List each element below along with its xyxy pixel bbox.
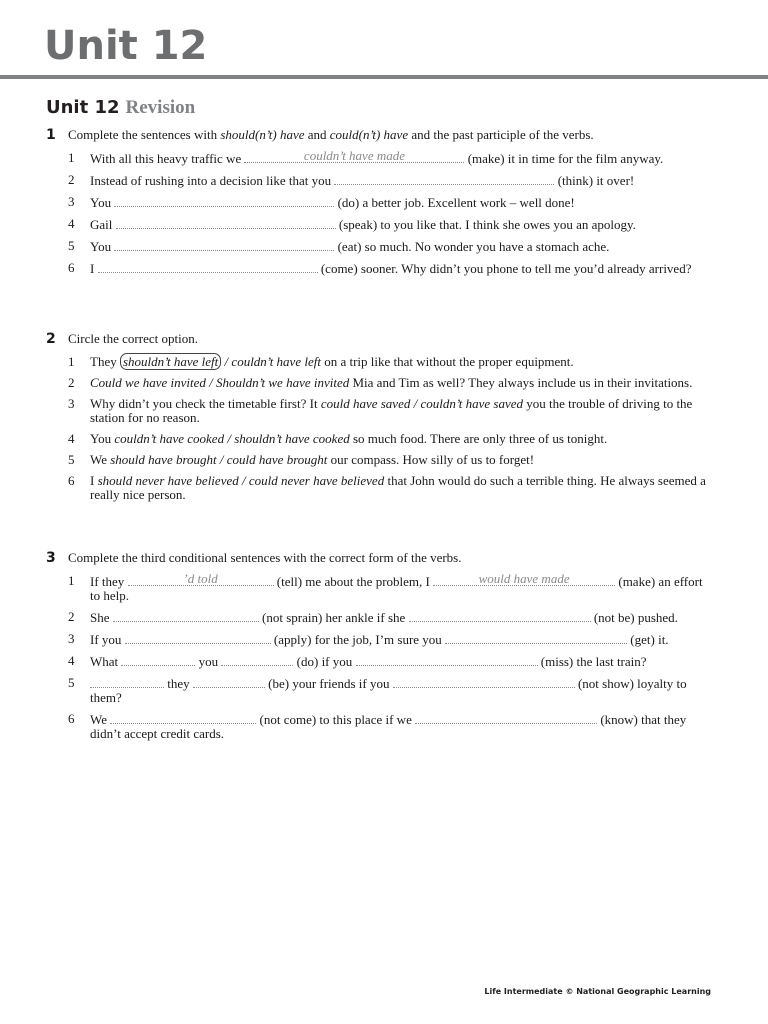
option[interactable]: could have brought [226,452,328,467]
exercise-item [46,654,706,669]
item-text: (come) sooner. Why didn’t you phone to tell me you’d already arrived? [317,261,692,276]
answer-text: ’d told [183,571,218,586]
option[interactable]: couldn’t have saved [420,396,523,411]
unit-header: Unit 12 [44,23,208,69]
item-number: 6 [68,260,75,275]
item-text: (make) it in time for the film anyway. [464,151,664,166]
answer-blank[interactable] [114,239,334,251]
answer-blank[interactable] [125,632,271,644]
item-text: you the trouble of driving to the station for no reason. [90,396,693,425]
item-text: With all this heavy traffic we [90,151,245,166]
exercise-item [46,432,706,446]
item-text: (not come) to this place if we [256,712,416,727]
option[interactable]: should have brought [110,452,217,467]
answer-blank[interactable] [433,571,615,586]
item-text: (apply) for the job, I’m sure you [270,632,446,647]
item-text: You [90,431,115,446]
option-separator: / [410,396,421,411]
item-number: 2 [68,609,75,624]
item-text: (tell) me about the problem, I [273,574,434,589]
exercise-number: 3 [46,550,56,566]
item-text: (speak) to you like that. I think she owes you an apology. [335,217,636,232]
option-separator: / [224,431,235,446]
item-text: (miss) the last train? [537,654,647,669]
item-number: 6 [68,473,75,488]
exercise-item [46,195,706,210]
item-text: She [90,610,113,625]
option[interactable]: could never have believed [248,473,385,488]
answer-blank[interactable] [98,261,318,273]
item-text: (not show) loyalty to them? [90,676,687,705]
answer-blank[interactable] [110,712,256,724]
exercise-item [46,676,706,705]
answer-blank[interactable] [356,654,538,666]
item-number: 4 [68,216,75,231]
item-text: If you [90,632,125,647]
exercise-item [46,571,706,603]
exercise-item [46,610,706,625]
answer-blank[interactable] [128,571,274,586]
answer-blank[interactable] [221,654,293,666]
item-text: You [90,195,115,210]
exercise-3 [46,551,706,748]
exercise-item [46,632,706,647]
exercise-item [46,173,706,188]
item-number: 5 [68,238,75,253]
answer-blank[interactable] [116,217,336,229]
exercise-item [46,397,706,425]
item-text: What [90,654,122,669]
answer-blank[interactable] [193,676,265,688]
instruction-term: should(n’t) have [220,127,305,142]
item-text: You [90,239,115,254]
item-number: 4 [68,431,75,446]
option-separator: / [216,452,227,467]
option[interactable]: shouldn’t have cooked [234,431,350,446]
item-text: (be) your friends if you [264,676,393,691]
item-text: Why didn’t you check the timetable first? It [90,396,321,411]
exercise-item [46,148,706,166]
exercise-item [46,376,706,390]
instruction-text: Circle the correct option. [68,331,198,346]
item-text: We [90,712,111,727]
item-text: (make) an effort to help. [90,574,703,603]
option[interactable]: Shouldn’t we have invited [216,375,350,390]
answer-text: would have made [478,571,570,586]
exercise-2-instruction [46,332,706,346]
item-text: Instead of rushing into a decision like that you [90,173,335,188]
answer-blank[interactable] [121,654,195,666]
item-text: (know) that they didn’t accept credit cards. [90,712,687,741]
answer-blank[interactable] [445,632,627,644]
instruction-term: could(n’t) have [329,127,409,142]
item-text: (do) a better job. Excellent work – well done! [334,195,575,210]
item-text: (not sprain) her ankle if she [258,610,409,625]
option[interactable]: Could we have invited [90,375,206,390]
answer-blank[interactable] [334,173,554,185]
item-number: 1 [68,150,75,165]
item-text: Gail [90,217,116,232]
exercise-3-instruction [46,551,706,565]
item-text: (eat) so much. No wonder you have a stomach ache. [334,239,610,254]
item-number: 2 [68,375,75,390]
item-number: 1 [68,573,75,588]
header-divider [0,75,768,79]
answer-blank[interactable] [244,148,464,163]
option-separator: / [238,473,249,488]
answer-text: couldn’t have made [303,148,406,163]
exercise-number: 1 [46,127,56,143]
item-text: (think) it over! [554,173,635,188]
exercise-1-instruction [46,128,706,142]
item-text: (not be) pushed. [590,610,678,625]
instruction-text: Complete the sentences with [68,127,221,142]
exercise-item [46,474,706,502]
item-number: 4 [68,653,75,668]
option-separator: / [205,375,217,390]
item-text: (do) if you [293,654,356,669]
item-text: they [164,676,193,691]
item-text: on a trip like that without the proper equipment. [320,354,574,369]
item-text: so much food. There are only three of us tonight. [349,431,608,446]
exercise-item [46,261,706,276]
option-separator: / [221,354,232,369]
option[interactable]: should never have believed [97,473,239,488]
section-title [46,94,195,120]
exercise-number: 2 [46,331,56,347]
item-text: I [90,261,98,276]
item-text: our compass. How silly of us to forget! [327,452,535,467]
item-number: 5 [68,675,75,690]
item-text: you [195,654,222,669]
answer-blank[interactable] [114,195,334,207]
exercise-item [46,712,706,741]
answer-blank[interactable] [415,712,597,724]
item-text: We [90,452,111,467]
exercise-1 [46,128,706,283]
answer-blank[interactable] [393,676,575,688]
option[interactable]: could have saved [320,396,411,411]
item-text: I [90,473,98,488]
option[interactable]: couldn’t have left [231,354,321,369]
answer-blank[interactable] [409,610,591,622]
item-text: Mia and Tim as well? They always include us in their invitations. [349,375,693,390]
instruction-text: and the past participle of the verbs. [408,127,594,142]
item-number: 3 [68,396,75,411]
instruction-text: and [304,127,330,142]
item-number: 3 [68,194,75,209]
item-text: If they [90,574,128,589]
exercise-2 [46,332,706,509]
exercise-item [46,217,706,232]
item-number: 2 [68,172,75,187]
item-text: They [90,354,120,369]
exercise-item [46,239,706,254]
section-title-revision: Revision [125,97,196,118]
exercise-item [46,355,706,369]
item-number: 3 [68,631,75,646]
section-title-unit: Unit 12 [46,97,120,118]
footer-credit: Life Intermediate © National Geographic Learning [484,987,711,996]
option-circled[interactable]: shouldn’t have left [120,353,221,370]
item-number: 6 [68,711,75,726]
item-number: 5 [68,452,75,467]
item-number: 1 [68,354,75,369]
option[interactable]: couldn’t have cooked [114,431,225,446]
exercise-item [46,453,706,467]
answer-blank[interactable] [113,610,259,622]
item-text: (get) it. [627,632,669,647]
item-text: that John would do such a terrible thing. He always seemed a really nice person. [90,473,706,502]
answer-blank[interactable] [90,676,164,688]
instruction-text: Complete the third conditional sentences with the correct form of the verbs. [68,550,462,565]
